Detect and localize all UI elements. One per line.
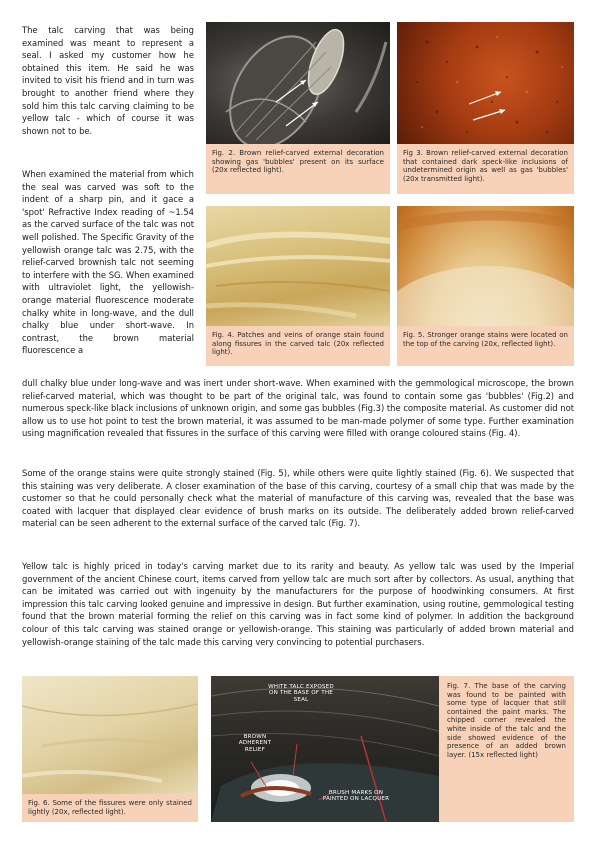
fig2-photo <box>206 22 390 144</box>
fig6-caption: Fig. 6. Some of the fissures were only stained lightly (20x, reflected light). <box>22 794 198 822</box>
fig3-photo <box>397 22 574 144</box>
fig2-image <box>206 22 390 144</box>
fig7-label-white-talc: WHITE TALC EXPOSED ON THE BASE OF THE SEAL <box>268 684 334 703</box>
fig4-photo <box>206 206 390 326</box>
fig6-image <box>22 676 198 794</box>
intro-paragraph-1: The talc carving that was being examined was meant to represent a seal. I asked my customer how he obtained this item. He said he was invited to visit his friend and in turn was brought to another friend where they sold him this talc carving claiming to be yellow talc - which of course it was shown not to be. <box>22 25 194 136</box>
fig5-image <box>397 206 574 326</box>
body-paragraph-4: Yellow talc is highly priced in today's carving market due to its rarity and beauty. As yellow talc was used by the Imperial government of the ancient Chinese court, items carved from yellow talc are much sort after by collectors. As usual, anything that can be imitated was carried out with ingenuity by the manufacturers for the purpose of hoodwinking consumers. At first impression this talc carving looked genuine and impressive in design. But further examination, using routine, gemmological testing found that the brown material forming the relief on this carving was in fact some kind of polymer. In addition the background colour of this talc carving was stained orange or yellowish-orange. This staining was particularly of added brown material and yellowish-orange staining of the talc made this carving very convincing to potential purchasers. <box>22 561 574 647</box>
fig6-photo <box>22 676 198 794</box>
fig5-photo <box>397 206 574 326</box>
fig3-image <box>397 22 574 144</box>
body-paragraph-continuation: dull chalky blue under long-wave and was inert under short-wave. When examined with the gemmological microscope, the brown relief-carved material, which was thought to be part of the original talc, was found to contain some gas 'bubbles' (Fig.2) and numerous speck-like black inclusions of unknown origin, and some gas bubbles (Fig.3) the composite material. As customer did not allow us to use hot point to test the brown material, it was assumed to be man-made polymer of some type. Further examination using magnification revealed that fissures in the surface of this carving were filled with orange coloured stains (Fig. 4). <box>22 378 574 439</box>
fig5-caption: Fig. 5. Stronger orange stains were located on the top of the carving (20x, reflected light). <box>397 326 574 366</box>
fig7-label-brush-marks: BRUSH MARKS ON PAINTED ON LACQUER <box>322 790 390 803</box>
fig7-photo <box>211 676 439 822</box>
fig2-caption: Fig. 2. Brown relief-carved external decoration showing gas 'bubbles' present on its surface (20x reflected light). <box>206 144 390 194</box>
fig3-caption: Fig 3. Brown relief-carved external decoration that contained dark speck-like inclusions of undetermined origin as well as gas 'bubbles' (20x transmitted light). <box>397 144 574 194</box>
fig7-label-brown-relief: BROWN ADHERENT RELIEF <box>238 734 272 753</box>
fig4-image <box>206 206 390 326</box>
intro-paragraph-2: When examined the material from which the seal was carved was soft to the indent of a sharp pin, and it gace a 'spot' Refractive Index reading of ~1.54 as the carved surface of the talc was not well polished. The Specific Gravity of the yellowish orange talc was 2.75, with the relief-carved brownish talc not seeming to interfere with the SG. When examined with ultraviolet light, the yellowish-orange material fluorescence moderate chalky white in long-wave, and the dull chalky blue under short-wave. In contrast, the brown material fluorescence a <box>22 169 194 356</box>
fig4-caption: Fig. 4. Patches and veins of orange stain found along fissures in the carved talc (20x reflected light). <box>206 326 390 366</box>
body-paragraph-3: Some of the orange stains were quite strongly stained (Fig. 5), while others were quite lightly stained (Fig. 6). We suspected that this staining was very deliberate. A closer examination of the base of this carving, courtesy of a small chip that was made by the customer so that he could personally check what the material of manufacture of this carving was, revealed that the base was coated with lacquer that displayed clear evidence of brush marks on its outside. The deliberately added brown relief-carved material can be seen adherent to the external surface of the carved talc (Fig. 7). <box>22 468 574 529</box>
fig7-caption: Fig. 7. The base of the carving was found to be painted with some type of lacquer that still contained the paint marks. The chipped corner revealed the white inside of the talc and the side showed evidence of the presence of an added brown layer. (15x reflected light) <box>439 676 574 822</box>
